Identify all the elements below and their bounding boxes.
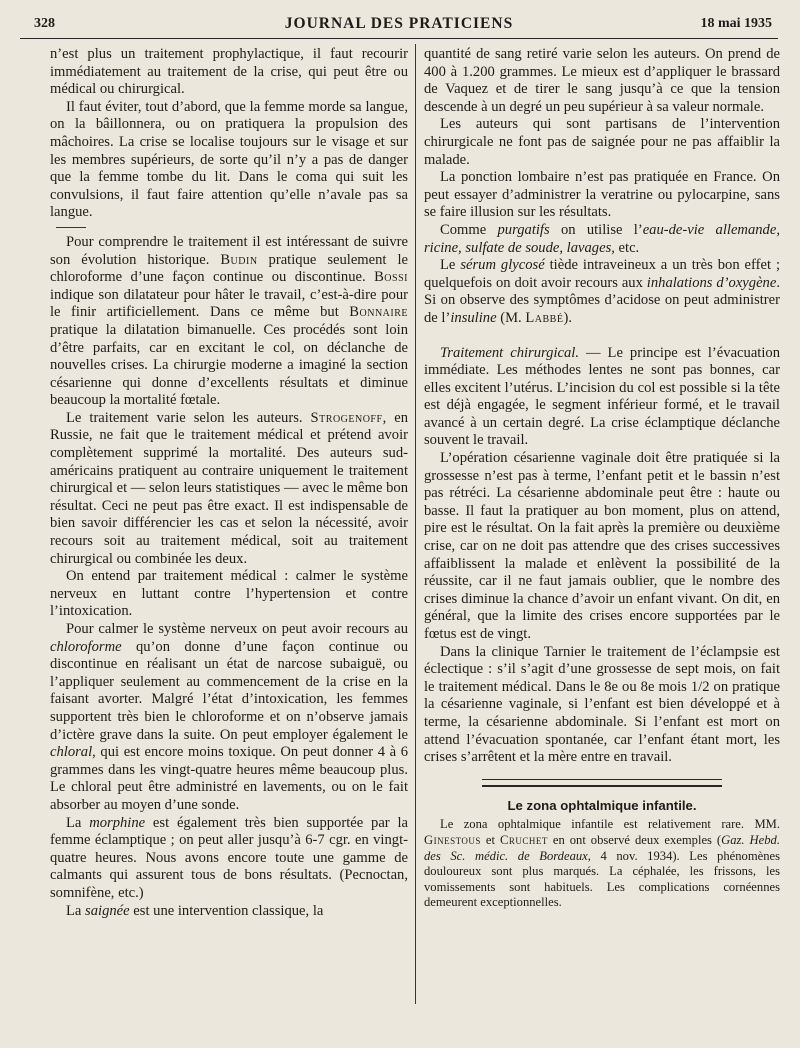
paragraph: Pour comprendre le traitement il est intéressant de suivre son évolution historique. Budin pratique seulement le chloroforme d’une façon continue ou discontinue. Bossi indique son dilatateur pour hâter le travail, c’est-à-dire pour le finir artificiellement. Dans ce même but Bonnaire pratique la dilatation bimanuelle. Ces procédés sont loin d’être parfaits, car en excitant le col, on déclanche de nouvelles crises. La chirurgie moderne a imaginé la section césarienne qui donne d’excellents résultats et diminue beaucoup la mortalité fœtale. [50, 233, 408, 409]
article-body: Le zona ophtalmique infantile est relativement rare. MM. Ginestous et Cruchet en ont observé deux exemples (Gaz. Hebd. des Sc. médic. de Bordeaux, 4 nov. 1934). Les phénomènes douloureux sont plus marqués. La céphalée, les frissons, les vomissements sont habituels. Les complications cornéennes demeurent exceptionnelles. [424, 817, 781, 910]
column-divider [415, 44, 416, 1004]
drug-term: chloral [50, 744, 93, 761]
author-name: Bonnaire [349, 304, 408, 321]
drug-term: inhalations d’oxygène [646, 274, 777, 291]
article-title: Le zona ophtalmique infantile. [507, 797, 697, 813]
citation: Gaz. Hebd. des Sc. médic. de Bordeaux [424, 832, 780, 863]
right-column [424, 46, 780, 911]
section-heading: Traitement chirurgical. [440, 344, 579, 361]
page-header [20, 14, 778, 39]
paragraph: L’opération césarienne vaginale doit être pratiquée si la grossesse n’est pas à terme, l’enfant petit et le bassin n’est pas rétréci. La césarienne abdominale peut être : haute ou basse. Il faut la pratiquer au bon moment, plus on attend, pire est le résultat. On la fait après la première ou deuxième crise, car on ne doit pas attendre que des crises successives affaiblissent la malade et enlèvent la possibilité de la réussite, car il ne faut jamais oublier, que le nombre des crises diminue la chance d’avoir un enfant vivant. On dit, en général, que la limite des crises encore supportées par le fœtus est de vingt. [424, 450, 780, 642]
drug-term: eau-de-vie allemande, ricine, sulfate de soude, lavages [424, 221, 780, 256]
paragraph: Dans la clinique Tarnier le traitement de l’éclampsie est éclectique : s’il s’agit d’une grossesse de sept mois, on fait le traitement médical. Dans le 8e ou 8e mois 1/2 on pratique la césarienne vaginale, si l’enfant est bien développé et à terme, la césarienne abdominale. Si l’enfant est mort on attend l’évacuation spontanée, car l’enfant étant mort, les crises s’arrêtent et la mère entre en travail. [424, 643, 780, 766]
issue-date: 18 mai 1935 [700, 16, 772, 31]
drug-term: morphine [89, 814, 146, 831]
paragraph: La ponction lombaire n’est pas pratiquée en France. On peut essayer d’administrer la veratrine ou pylocarpine, sans se faire illusion sur les résultats. [424, 169, 780, 221]
drug-term: saignée [85, 902, 130, 919]
author-name: Cruchet [499, 832, 548, 847]
paragraph: La saignée est une intervention classique, la [66, 902, 324, 919]
section-dash [50, 222, 408, 234]
left-column [50, 46, 408, 920]
paragraph: quantité de sang retiré varie selon les auteurs. On prend de 400 à 1.200 grammes. Le mieux est d’appliquer le brassard de Vaquez et de tirer le sang jusqu’à ce que la tension descende à un degré un peu supérieur à sa valeur normale. [424, 46, 780, 115]
paragraph: Les auteurs qui sont partisans de l’intervention chirurgicale ne font pas de saignée pour ne pas affaiblir la malade. [424, 116, 780, 168]
journal-title: JOURNAL DES PRATICIENS [284, 15, 514, 32]
article-separator [482, 779, 722, 787]
paragraph: Pour calmer le système nerveux on peut avoir recours au chloroforme qu’on donne d’une façon continue ou discontinue en réalisant un état de narcose subaiguë, ou l’appliquer seulement au commencement de la crise en la faisant avorter. Malgré l’état d’intoxication, les femmes supportent très bien le chloroforme et on n’observe jamais d’ictère grave dans la suite. On peut employer également le chloral, qui est encore moins toxique. On peut donner 4 à 6 grammes dans les vingt-quatre heures même beaucoup plus. Le chloral peut être administré en lavements, ou on le fait absorber au moyen d’une sonde. [50, 621, 408, 813]
author-name: Strogenoff [310, 409, 383, 426]
page-number: 328 [34, 16, 55, 31]
author-name: Ginestous [424, 832, 481, 847]
paragraph: La morphine est également très bien supportée par la femme éclamptique ; on peut aller jusqu’à 6-7 cgr. en vingt-quatre heures. Nous avons encore toute une gamme de calmants qui assurent tous de bons résultats. (Pecnoctan, somnifène, etc.) [50, 814, 408, 901]
drug-term: purgatifs [497, 221, 550, 238]
paragraph: Traitement chirurgical. — Le principe est l’évacuation immédiate. Les méthodes lentes ne sont pas bonnes, car elles excitent l’utérus. L’incision du col est possible si la tête est déjà engagée, le segment inférieur formé, et le travail avancé à un certain degré. La crise éclamptique déclanche souvent le travail. [424, 344, 781, 449]
drug-term: sérum glycosé [460, 257, 545, 274]
drug-term: insuline [450, 309, 497, 326]
paragraph: Comme purgatifs on utilise l’eau-de-vie allemande, ricine, sulfate de soude, lavages, etc. [424, 221, 780, 256]
paragraph: Le traitement varie selon les auteurs. Strogenoff, en Russie, ne fait que le traitement médical et prétend avoir complètement supprimé la mortalité. Des auteurs sud-américains pratiquent au contraire uniquement le traitement chirurgical et — selon leurs statistiques — avec le même bon résultat. Ceci ne peut pas être exact. Il est indispensable de bien savoir différencier les cas et selon la nécessité, avoir recours soit au traitement médical, soit au traitement chirurgical ou combinée les deux. [50, 409, 408, 567]
author-name: Labbé [525, 309, 564, 326]
paragraph: Il faut éviter, tout d’abord, que la femme morde sa langue, on la bâillonnera, ou on pratiquera la propulsion des mâchoires. La crise se localise toujours sur le visage et sur les membres supérieurs, de sorte qu’il n’y a pas de danger que la femme tombe du lit. Dans le coma qui suit les convulsions, il faut faire attention qu’elle n’avale pas sa langue. [50, 98, 408, 221]
author-name: Budin [220, 251, 258, 268]
author-name: Bossi [374, 269, 408, 286]
paragraph: Le sérum glycosé tiède intraveineux a un très bon effet ; quelquefois on doit avoir recours aux inhalations d’oxygène. Si on observe des symptômes d’acidose on peut administrer de l’insuline (M. Labbé). [424, 257, 780, 326]
paragraph: n’est plus un traitement prophylactique, il faut recourir immédiatement au traitement de la crise, qui peut être ou médical ou chirurgical. [50, 46, 408, 98]
paragraph: On entend par traitement médical : calmer le système nerveux en luttant contre l’hypertension et contre l’intoxication. [50, 568, 408, 620]
drug-term: chloroforme [50, 638, 122, 655]
